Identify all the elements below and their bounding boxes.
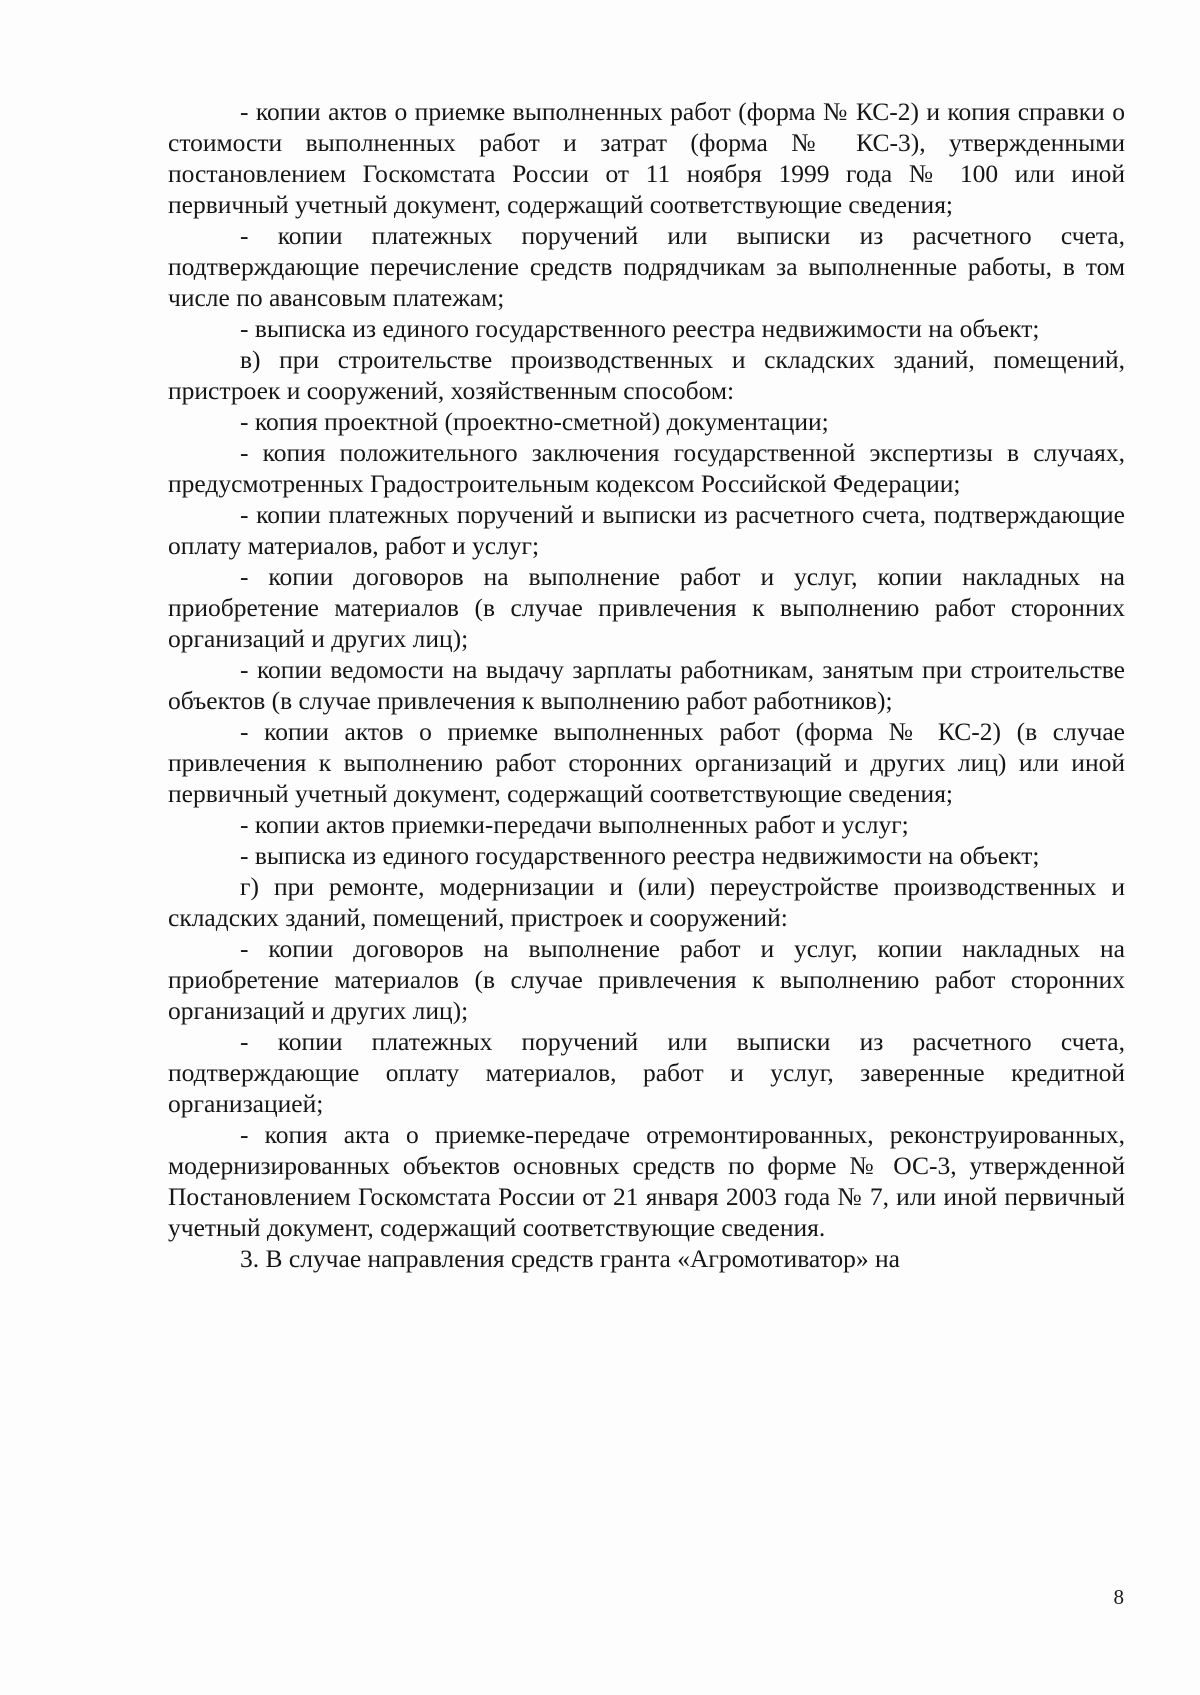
paragraph-ks2-ks3-copies: - копии актов о приемке выполненных работ (форма № КС-2) и копия справки о стоимости выполненных работ и затрат (форма № КС-3), утвержденными постановлением Госкомстата России от 11 ноября 1999 года № 100 или иной первичный учетный документ, содержащий соответствующие сведения; [168, 97, 1125, 219]
paragraph-contracts-invoices-2: - копии договоров на выполнение работ и услуг, копии накладных на приобретение материалов (в случае привлечения к выполнению работ сторонних организаций и других лиц); [168, 934, 1125, 1025]
paragraph-contracts-invoices-1: - копии договоров на выполнение работ и услуг, копии накладных на приобретение материалов (в случае привлечения к выполнению работ сторонних организаций и других лиц); [168, 562, 1125, 653]
paragraph-design-documentation: - копия проектной (проектно-сметной) документации; [240, 407, 829, 436]
paragraph-ks2-acts: - копии актов о приемке выполненных работ (форма № КС-2) (в случае привлечения к выполнению работ сторонних организаций и других лиц) или иной первичный учетный документ, содержащий соответствующие сведения; [168, 717, 1125, 808]
paragraph-section-v-heading: в) при строительстве производственных и складских зданий, помещений, пристроек и сооружений, хозяйственным способом: [168, 345, 1125, 405]
paragraph-egrn-extract-2: - выписка из единого государственного реестра недвижимости на объект; [240, 841, 1040, 870]
paragraph-payment-orders-materials: - копии платежных поручений и выписки из расчетного счета, подтверждающие оплату материалов, работ и услуг; [168, 500, 1125, 560]
paragraph-section-g-heading: г) при ремонте, модернизации и (или) переустройстве производственных и складских зданий, помещений, пристроек и сооружений: [168, 872, 1125, 932]
document-body [168, 96, 1125, 1274]
paragraph-item-3-agromotivator: 3. В случае направления средств гранта «Агромотиватор» на [240, 1244, 900, 1273]
paragraph-payment-orders-contractors: - копии платежных поручений или выписки из расчетного счета, подтверждающие перечисление средств подрядчикам за выполненные работы, в том числе по авансовым платежам; [168, 221, 1125, 312]
paragraph-payroll-statements: - копии ведомости на выдачу зарплаты работникам, занятым при строительстве объектов (в случае привлечения к выполнению работ работников); [168, 655, 1125, 715]
paragraph-os3-act: - копия акта о приемке-передаче отремонтированных, реконструированных, модернизированных объектов основных средств по форме № ОС-3, утвержденной Постановлением Госкомстата России от 21 января 2003 года № 7, или иной первичный учетный документ, содержащий соответствующие сведения. [168, 1120, 1125, 1242]
paragraph-egrn-extract-1: - выписка из единого государственного реестра недвижимости на объект; [240, 314, 1040, 343]
paragraph-payment-orders-certified: - копии платежных поручений или выписки из расчетного счета, подтверждающие оплату материалов, работ и услуг, заверенные кредитной организацией; [168, 1027, 1125, 1118]
paragraph-acceptance-transfer-acts: - копии актов приемки-передачи выполненных работ и услуг; [240, 810, 909, 839]
paragraph-state-expertise: - копия положительного заключения государственной экспертизы в случаях, предусмотренных Градостроительным кодексом Российской Федерации; [168, 438, 1125, 498]
page-number: 8 [1113, 1585, 1124, 1609]
